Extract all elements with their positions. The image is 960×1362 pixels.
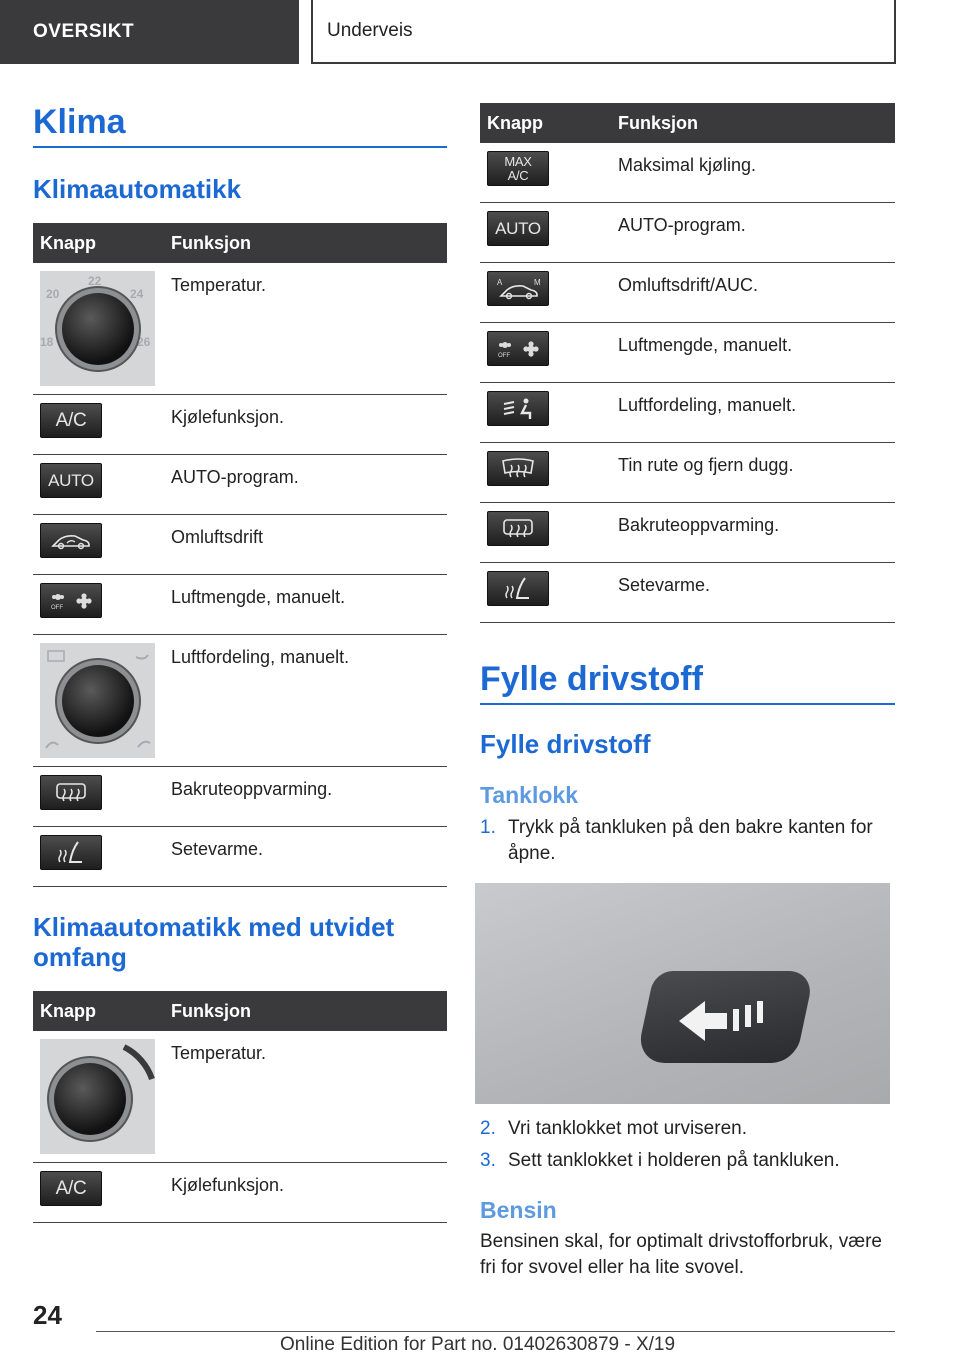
function-text: Maksimal kjøling. [610, 143, 895, 203]
table-row [33, 1163, 447, 1223]
list-item: 2. Vri tanklokket mot urviseren. [480, 1118, 747, 1139]
ac-button-icon: A/C [40, 403, 102, 438]
step-list [480, 815, 895, 867]
subsection-heading: Bensin [480, 1197, 557, 1223]
windshield-defrost-icon [487, 451, 549, 486]
column-header: Funksjon [163, 223, 447, 263]
svg-text:M: M [534, 277, 541, 287]
table-row [33, 575, 447, 635]
page-header [0, 0, 960, 66]
max-ac-button-icon: MAX A/C [487, 151, 549, 186]
air-distribution-knob-icon [40, 643, 155, 758]
step-list [480, 1116, 895, 1174]
column-header: Funksjon [610, 103, 895, 143]
function-text: Luftfordeling, manuelt. [163, 635, 447, 767]
section-tab[interactable]: Underveis [311, 0, 896, 64]
column-header: Knapp [33, 991, 163, 1031]
page-title: Fylle drivstoff [480, 660, 703, 698]
table-row [480, 563, 895, 623]
climate-table [480, 103, 895, 623]
function-text: Kjølefunksjon. [163, 1163, 447, 1223]
column-header: Funksjon [163, 991, 447, 1031]
fan-icon [40, 583, 102, 618]
section-heading: Fylle drivstoff [480, 729, 651, 759]
svg-text:OFF: OFF [498, 352, 510, 359]
arrow-icon [675, 993, 765, 1043]
subsection-heading: Tanklokk [480, 782, 578, 808]
table-row [33, 827, 447, 887]
svg-text:OFF: OFF [51, 604, 63, 611]
title-rule [480, 703, 895, 705]
footer-rule [96, 1331, 895, 1332]
column-header: Knapp [480, 103, 610, 143]
table-row [480, 323, 895, 383]
function-text: Omluftsdrift/AUC. [610, 263, 895, 323]
function-text: Setevarme. [163, 827, 447, 887]
column-header: Knapp [33, 223, 163, 263]
function-text: Bakruteoppvarming. [610, 503, 895, 563]
extended-climate-table [33, 991, 447, 1223]
page-title: Klima [33, 103, 126, 141]
chapter-tab[interactable]: OVERSIKT [0, 0, 299, 64]
function-text: Kjølefunksjon. [163, 395, 447, 455]
function-text: Luftmengde, manuelt. [163, 575, 447, 635]
recirculation-auc-icon [487, 271, 549, 306]
table-row [480, 143, 895, 203]
function-text: Temperatur. [163, 263, 447, 395]
function-text: Temperatur. [163, 1031, 447, 1163]
list-item: 1. Trykk på tankluken på den bakre kanten for åpne. [480, 817, 873, 864]
footer-text: Online Edition for Part no. 01402630879 - X/19 [280, 1334, 676, 1355]
fuel-flap-photo [475, 883, 890, 1104]
auto-button-icon: AUTO [40, 463, 102, 498]
function-text: Luftfordeling, manuelt. [610, 383, 895, 443]
seat-heating-icon [40, 835, 102, 870]
function-text: Setevarme. [610, 563, 895, 623]
auto-button-icon: AUTO [487, 211, 549, 246]
function-text: Luftmengde, manuelt. [610, 323, 895, 383]
table-row [33, 395, 447, 455]
table-row [33, 263, 447, 395]
table-row [480, 383, 895, 443]
rear-defrost-icon [40, 775, 102, 810]
svg-text:A: A [497, 277, 503, 287]
seat-heating-icon [487, 571, 549, 606]
list-item: 3. Sett tanklokket i holderen på tankluken. [480, 1150, 840, 1171]
title-rule [33, 146, 447, 148]
right-column [480, 103, 895, 1281]
section-heading: Klimaautomatikk med utvidet omfang [33, 912, 395, 972]
temperature-knob-icon [40, 1039, 155, 1154]
function-text: Omluftsdrift [163, 515, 447, 575]
ac-button-icon: A/C [40, 1171, 102, 1206]
table-row [480, 203, 895, 263]
fan-icon [487, 331, 549, 366]
climate-table [33, 223, 447, 887]
table-row [33, 635, 447, 767]
function-text: Tin rute og fjern dugg. [610, 443, 895, 503]
recirculation-icon [40, 523, 102, 558]
left-column [33, 100, 447, 1223]
page-number: 24 [33, 1300, 62, 1330]
table-row [33, 515, 447, 575]
rear-defrost-icon [487, 511, 549, 546]
table-row [33, 455, 447, 515]
function-text: Bakruteoppvarming. [163, 767, 447, 827]
table-row [33, 1031, 447, 1163]
table-row [33, 767, 447, 827]
body-paragraph: Bensinen skal, for optimalt drivstofforbruk, være fri for svovel eller ha lite svovel. [480, 1231, 882, 1278]
air-distribution-icon [487, 391, 549, 426]
temperature-knob-icon: 22 20 24 18 26 [40, 271, 155, 386]
table-row [480, 443, 895, 503]
section-heading: Klimaautomatikk [33, 174, 242, 204]
table-row [480, 263, 895, 323]
function-text: AUTO-program. [610, 203, 895, 263]
function-text: AUTO-program. [163, 455, 447, 515]
table-row [480, 503, 895, 563]
